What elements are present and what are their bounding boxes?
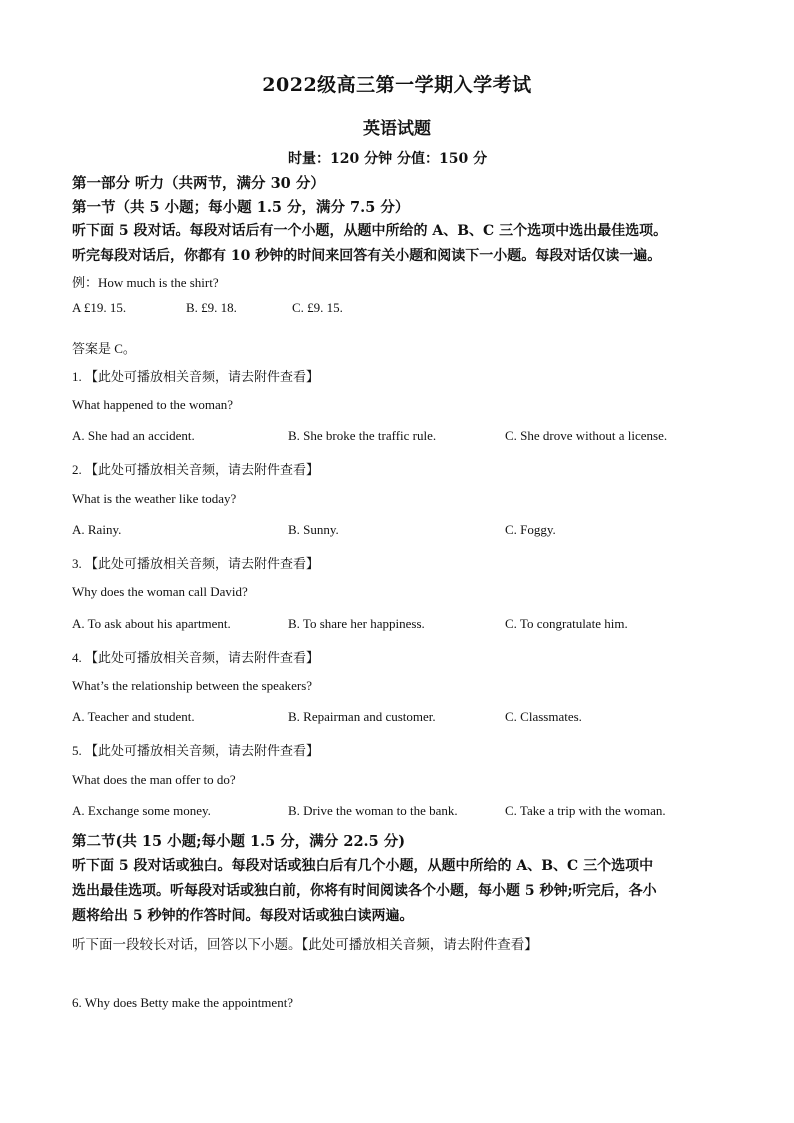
q3-option-b: B. To share her happiness. xyxy=(288,616,425,631)
time-score-line: 时量：120 分钟 分值：150 分 xyxy=(288,151,488,167)
section2-instructions-line-1: 听下面 5 段对话或独白。每段对话或独白后有几个小题，从题中所给的 A、B、C 三个选项中 xyxy=(72,858,654,874)
q1-option-a: A. She had an accident. xyxy=(72,428,195,443)
q4-audio-note: 4. 【此处可播放相关音频，请去附件查看】 xyxy=(72,650,320,665)
q4-option-c: C. Classmates. xyxy=(505,709,582,724)
q5-option-a: A. Exchange some money. xyxy=(72,803,211,818)
q3-option-c: C. To congratulate him. xyxy=(505,616,628,631)
example-answer: 答案是 C。 xyxy=(72,341,136,356)
q3-question: Why does the woman call David? xyxy=(72,584,248,599)
q3-audio-note: 3. 【此处可播放相关音频，请去附件查看】 xyxy=(72,556,320,571)
exam-title: 2022级高三第一学期入学考试 xyxy=(262,74,532,96)
instructions-line-2: 听完每段对话后，你都有 10 秒钟的时间来回答有关小题和阅读下一小题。每段对话仅读一遍。 xyxy=(72,248,662,264)
exam-subtitle: 英语试题 xyxy=(363,119,431,139)
q1-question: What happened to the woman? xyxy=(72,397,233,412)
q5-audio-note: 5. 【此处可播放相关音频，请去附件查看】 xyxy=(72,743,320,758)
q1-audio-note: 1. 【此处可播放相关音频，请去附件查看】 xyxy=(72,369,320,384)
section1-heading: 第一节（共 5 小题；每小题 1.5 分，满分 7.5 分） xyxy=(72,199,410,216)
q5-option-c: C. Take a trip with the woman. xyxy=(505,803,666,818)
example-question: 例：How much is the shirt? xyxy=(72,275,219,290)
example-option-a: A £19. 15. xyxy=(72,300,127,315)
q2-option-a: A. Rainy. xyxy=(72,522,122,537)
q1-option-b: B. She broke the traffic rule. xyxy=(288,428,437,443)
q3-option-a: A. To ask about his apartment. xyxy=(72,616,231,631)
q5-question: What does the man offer to do? xyxy=(72,772,236,787)
example-option-b: B. £9. 18. xyxy=(186,300,237,315)
q4-question: What’s the relationship between the speakers? xyxy=(72,678,313,693)
section2-instructions-line-2: 选出最佳选项。听每段对话或独白前，你将有时间阅读各个小题，每小题 5 秒钟;听完后，各小 xyxy=(72,883,657,899)
q2-audio-note: 2. 【此处可播放相关音频，请去附件查看】 xyxy=(72,462,320,477)
section2-audio-note: 听下面一段较长对话，回答以下小题。【此处可播放相关音频，请去附件查看】 xyxy=(72,937,538,952)
q2-option-b: B. Sunny. xyxy=(288,522,339,537)
q4-option-a: A. Teacher and student. xyxy=(72,709,195,724)
section2-heading: 第二节(共 15 小题;每小题 1.5 分，满分 22.5 分) xyxy=(72,833,406,850)
part1-heading: 第一部分 听力（共两节，满分 30 分） xyxy=(72,175,325,192)
q5-option-b: B. Drive the woman to the bank. xyxy=(288,803,458,818)
q1-option-c: C. She drove without a license. xyxy=(505,428,668,443)
q2-question: What is the weather like today? xyxy=(72,491,237,506)
instructions-line-1: 听下面 5 段对话。每段对话后有一个小题，从题中所给的 A、B、C 三个选项中选出最佳选项。 xyxy=(72,223,668,239)
q2-option-c: C. Foggy. xyxy=(505,522,556,537)
q6-question: 6. Why does Betty make the appointment? xyxy=(72,995,294,1010)
section2-instructions-line-3: 题将给出 5 秒钟的作答时间。每段对话或独白读两遍。 xyxy=(72,908,414,924)
example-option-c: C. £9. 15. xyxy=(292,300,343,315)
q4-option-b: B. Repairman and customer. xyxy=(288,709,436,724)
